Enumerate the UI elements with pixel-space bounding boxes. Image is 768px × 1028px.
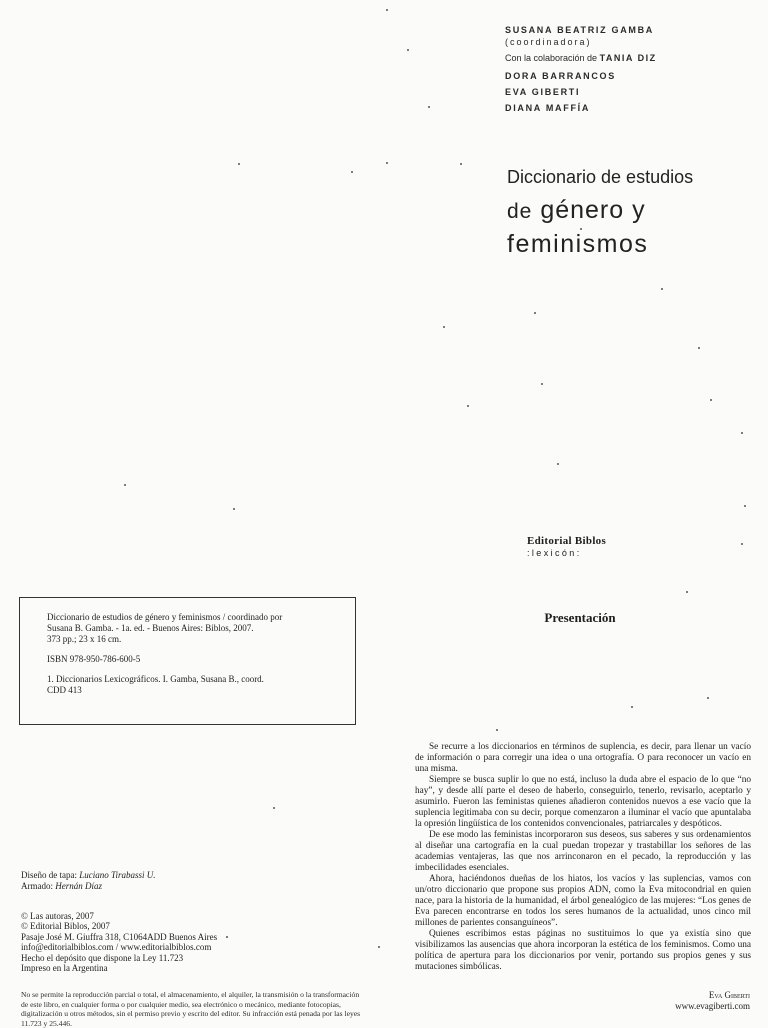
- publisher-contact: info@editorialbiblos.com / www.editorialbiblos.com: [21, 942, 212, 953]
- presentation-paragraph: Ahora, haciéndonos dueñas de los hiatos, los vacíos y las suplencias, vamos con un/otro diccionario que propone sus propios ADN, como la Eva mitocondrial en quien nace, para la historia de la humanidad, el árbol genealógico de las mujeres: “Los genes de Eva parecen encontrarse en todos los seres humanos de la actualidad, unos cinco mil millones de parientes consanguíneos”.: [415, 874, 751, 928]
- collaboration-prefix: Con la colaboración de: [505, 53, 598, 63]
- catalog-isbn: ISBN 978-950-786-600-5: [47, 654, 141, 664]
- presentation-paragraph: Siempre se busca suplir lo que no está, incluso la duda abre el espacio de lo que “no hay”, y desde allí parte el deseo de haberlo, conseguirlo, tenerlo, revisarlo, aceptarlo y asumirlo. Fueron las feministas quienes añadieron contenidos nuevos a ese vacío que la suplencia legitimaba con su decir, porque comenzaron a iluminar el vacío que apuntalaba la opresión lingüística de los contenidos convencionales, patriarcales y despóticos.: [415, 775, 751, 829]
- copyright-line: © Editorial Biblos, 2007: [21, 921, 110, 932]
- presentation-title: Presentación: [544, 610, 616, 625]
- publisher-name: Editorial Biblos: [527, 535, 607, 547]
- cover-credit-label: Diseño de tapa:: [21, 870, 77, 880]
- author-name: DORA BARRANCOS: [505, 71, 616, 81]
- collaborator-name: TANIA DIZ: [599, 53, 657, 63]
- layout-credit-label: Armado:: [21, 880, 53, 891]
- layout-credit-name: Hernán Díaz: [55, 880, 102, 891]
- cover-credit-name: Luciano Tirabassi U.: [79, 870, 156, 880]
- coordinator-name: SUSANA BEATRIZ GAMBA: [505, 25, 654, 35]
- book-title-line3: feminismos: [507, 230, 649, 258]
- book-title-prefix: de: [507, 200, 533, 223]
- collection-name: :lexicón:: [527, 548, 582, 558]
- signature-name: Eva Giberti: [708, 990, 750, 1000]
- author-name: EVA GIBERTI: [505, 87, 581, 97]
- catalog-card: [19, 597, 356, 725]
- presentation-paragraph: Se recurre a los diccionarios en términos de suplencia, es decir, para llenar un vacío de información o para corregir una idea o una ortografía. O para reconocer un vacío en una misma.: [415, 742, 751, 774]
- signature-url: www.evagiberti.com: [675, 1001, 750, 1011]
- catalog-cdd: CDD 413: [47, 685, 82, 695]
- catalog-line: Susana B. Gamba. - 1a. ed. - Buenos Aires: Biblos, 2007.: [47, 623, 254, 633]
- layout-credit: [21, 881, 351, 892]
- collaboration-line: [505, 52, 755, 64]
- authors-block: [505, 24, 755, 114]
- presentation-body: [415, 742, 751, 973]
- copyright-line: © Las autoras, 2007: [21, 911, 94, 921]
- credits-block: [21, 870, 351, 891]
- presentation-paragraph: Quienes escribimos estas páginas no sustituimos lo que ya existía sino que visibilizamos las ausencias que ahora incorporan la estética de los feminismos. Como una política de apertura para los diccionarios por venir, portando sus propios genes y sus mutaciones simbólicas.: [415, 929, 751, 972]
- book-title-line2: [507, 196, 646, 225]
- author-name: DIANA MAFFÍA: [505, 103, 591, 113]
- catalog-subjects: 1. Diccionarios Lexicográficos. I. Gamba, Susana B., coord.: [47, 674, 264, 684]
- printed-in: Impreso en la Argentina: [21, 963, 108, 974]
- publisher-address: Pasaje José M. Giuffra 318, C1064ADD Buenos Aires: [21, 931, 218, 942]
- book-title-main: género y: [540, 196, 646, 224]
- presentation-paragraph: De ese modo las feministas incorporaron sus deseos, sus saberes y sus ordenamientos al diseñar una cartografía en la cual puedan tropezar y trastabillar los señores de las academias ventajeras, las que nos arrinconaron en el pecado, la reproducción y las imbecilidades esenciales.: [415, 830, 751, 873]
- coordinator-role: (coordinadora): [505, 37, 592, 47]
- copyright-block: [21, 911, 351, 973]
- legal-notice: No se permite la reproducción parcial o total, el almacenamiento, el alquiler, la transmisión o la transformación de este libro, en cualquier forma o por cualquier medio, sea electrónico o mecánico, mediante fotocopias, digitalización u otros métodos, sin el permiso previo y escrito del editor. Su infracción está penada por las leyes 11.723 y 25.446.: [21, 990, 361, 1028]
- book-title-line1: Diccionario de estudios: [507, 167, 694, 187]
- cover-credit: [21, 870, 351, 881]
- signature: [560, 990, 750, 1012]
- catalog-line: 373 pp.; 23 x 16 cm.: [47, 634, 122, 644]
- legal-deposit: Hecho el depósito que dispone la Ley 11.723: [21, 952, 184, 963]
- catalog-line: Diccionario de estudios de género y feminismos / coordinado por: [47, 612, 283, 622]
